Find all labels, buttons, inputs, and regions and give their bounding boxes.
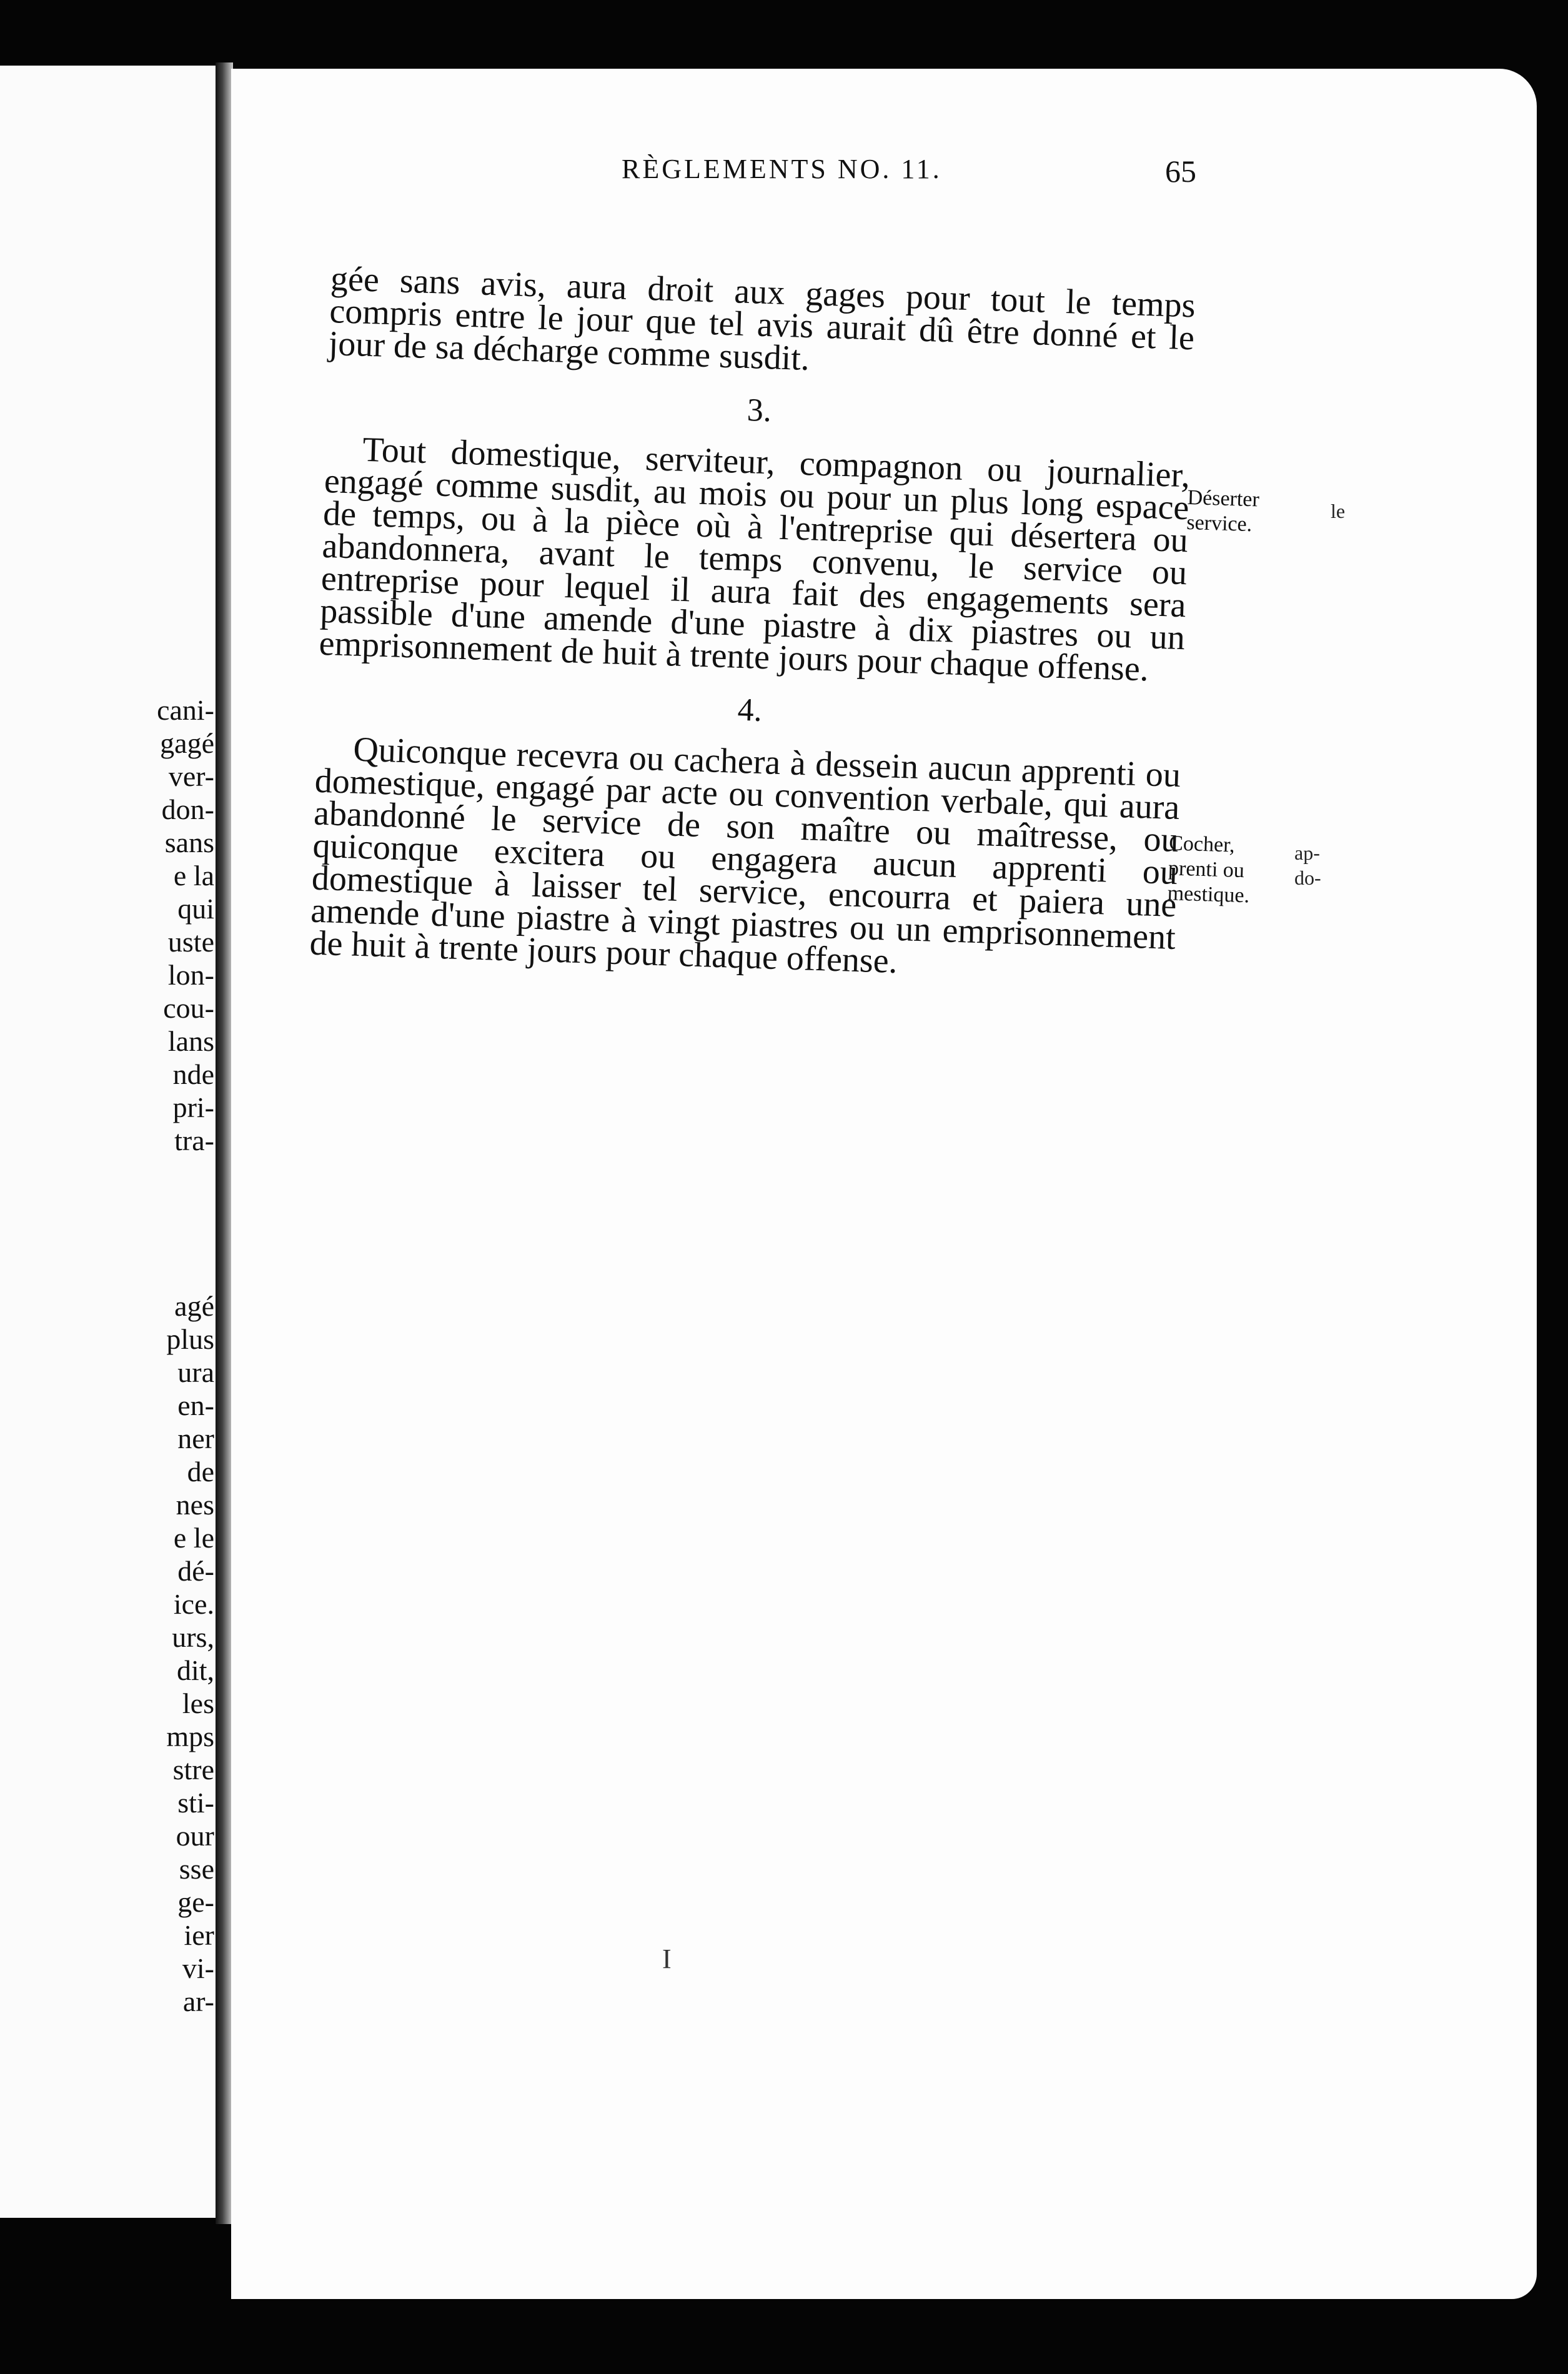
fragment-line: ura [177, 1356, 214, 1388]
fragment-line: ar- [182, 1985, 214, 2017]
section-number: 4. [737, 692, 763, 729]
fragment-line: sans [164, 827, 214, 858]
page-number: 65 [1165, 154, 1196, 189]
section-paragraph: Quiconque recevra ou cachera à dessein aucun apprenti ou domestique, engagé par acte ou convention verbale, qui aura abandonné le service de son maître ou maîtresse, ou quiconque excitera ou engagera aucun apprenti ou domestique à laisser tel service, encourra et paiera une amende d'une piastre à vingt piastres ou un emprisonnement de huit à trente jours pour chaque offense. [309, 730, 1181, 981]
continuation-paragraph: gée sans avis, aura droit aux gages pour tout le temps compris entre le jour que tel avis aurait dû être donné et le jour de sa décharge comme susdit. [327, 259, 1196, 379]
fragment-line: pri- [172, 1091, 214, 1123]
book-gutter [216, 62, 233, 2224]
fragment-line: cani- [157, 694, 214, 726]
fragment-line: agé [174, 1290, 214, 1322]
fragment-gap [127, 1223, 214, 1256]
fragment-line: ner [177, 1423, 214, 1454]
fragment-line: en- [177, 1389, 214, 1421]
fragment-line: qui [177, 893, 214, 925]
fragment-line: urs, [172, 1621, 214, 1653]
fragment-line: ge- [177, 1886, 214, 1918]
running-header [384, 153, 1196, 197]
left-page-text-fragments [127, 66, 214, 2018]
margin-note-line: service. [1186, 510, 1253, 537]
fragment-line: uste [167, 926, 214, 958]
fragment-gap [127, 1190, 214, 1223]
fragment-line: lon- [167, 959, 214, 991]
margin-note-line: do- [1294, 867, 1321, 889]
fragment-line: ver- [168, 760, 214, 792]
fragment-line: e la [173, 860, 214, 891]
fragment-line: nde [172, 1058, 214, 1090]
fragment-line: les [182, 1687, 214, 1719]
fragment-line: cou- [163, 992, 214, 1024]
bottom-mark: I [662, 1944, 672, 1974]
fragment-line: e le [173, 1522, 214, 1554]
fragment-line: stre [172, 1754, 214, 1785]
margin-note-line: prenti ou [1168, 857, 1245, 883]
margin-note-deserter [1186, 485, 1312, 539]
fragment-line: gagé [160, 727, 214, 759]
fragment-line: tra- [174, 1125, 214, 1156]
margin-note-fragment: le [1331, 500, 1346, 522]
fragment-line: plus [166, 1323, 214, 1355]
fragment-gap [127, 1157, 214, 1190]
margin-note-line: mestique. [1167, 882, 1250, 908]
fragment-line: dit, [176, 1654, 214, 1686]
fragment-line: sse [179, 1853, 214, 1885]
margin-note-line: Déserter [1187, 485, 1260, 512]
fragment-line: dé- [177, 1555, 214, 1587]
margin-note-line: Cocher, [1168, 832, 1236, 857]
fragment-line: vi- [182, 1952, 214, 1984]
header-title: RÈGLEMENTS NO. 11. [622, 154, 942, 184]
fragment-line: our [176, 1820, 214, 1852]
fragment-line: mps [166, 1721, 214, 1752]
fragment-line: sti- [177, 1787, 214, 1819]
section-paragraph: Tout domestique, serviteur, compagnon ou journalier, engagé comme susdit, au mois ou pour un plus long espace de temps, ou à la pièce où à l'entreprise qui désertera ou abandonnera, avant le temps convenu, le service ou entreprise pour lequel il aura fait des engagements sera passible d'une amende d'une piastre à dix piastres ou un emprisonnement de huit à trente jours pour chaque offense. [318, 430, 1191, 689]
fragment-line: don- [161, 793, 214, 825]
fragment-line: ier [184, 1919, 214, 1951]
section-number: 3. [747, 392, 772, 429]
body-text [309, 259, 1196, 986]
left-facing-page [0, 66, 222, 2218]
margin-note-fragment [1294, 840, 1321, 890]
margin-note-cocher [1167, 831, 1357, 911]
fragment-gap [127, 1256, 214, 1289]
margin-note-line: ap- [1294, 842, 1320, 864]
fragment-line: nes [176, 1489, 214, 1521]
fragment-line: ice. [173, 1588, 214, 1620]
fragment-line: de [187, 1456, 214, 1487]
fragment-line: lans [167, 1025, 214, 1057]
